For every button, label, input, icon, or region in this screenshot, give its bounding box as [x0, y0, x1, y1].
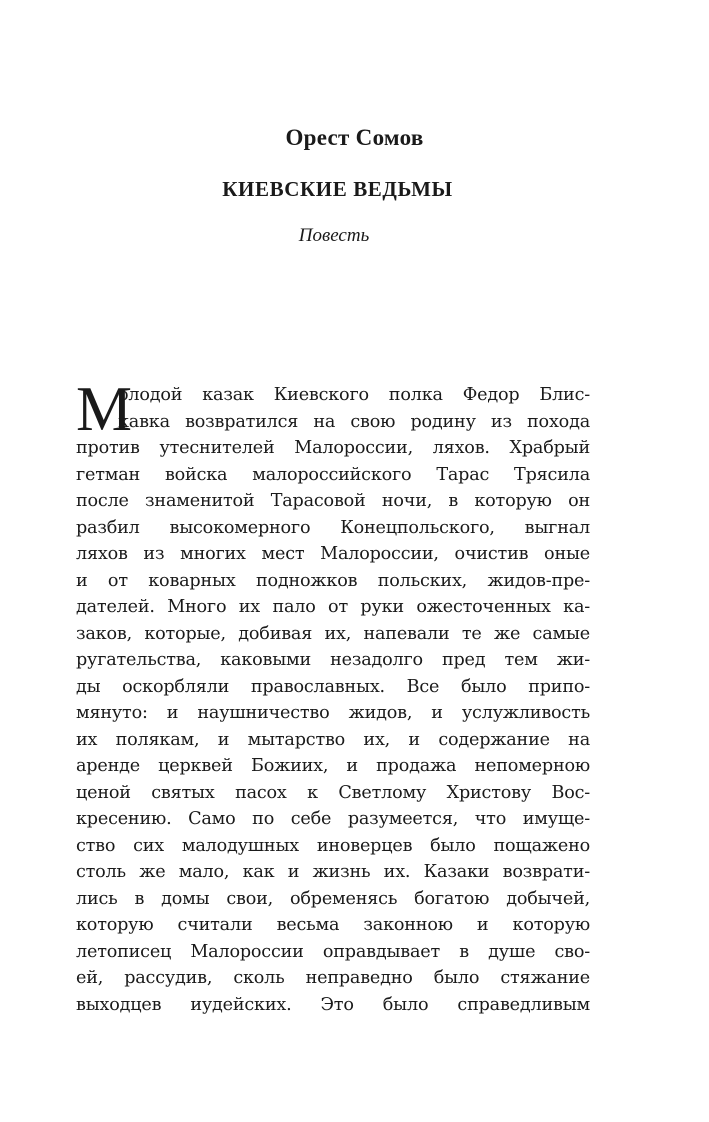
text-line: заков, которые, добивая их, напевали те же самые [76, 623, 590, 644]
text-line: которую считали весьма законною и которую [76, 915, 590, 935]
text-line: летописец Малороссии оправдывает в душе сво- [76, 941, 590, 962]
text-line: столь же мало, как и жизнь их. Казаки возврати- [76, 862, 590, 882]
text-line: кавка возвратился на свою родину из похода [118, 411, 590, 432]
text-line: лись в домы свои, обременясь богатою добычей, [76, 888, 590, 909]
text-line: разбил высокомерного Конецпольского, выгнал [76, 517, 590, 538]
text-line: после знаменитой Тарасовой ночи, в которую он [76, 491, 590, 511]
author-name: Орест Сомов [285, 125, 424, 150]
text-line: гетман войска малороссийского Тарас Трясила [76, 464, 590, 485]
text-line: их полякам, и мытарство их, и содержание на [76, 729, 590, 750]
text-line: мянуто: и наушничество жидов, и услужливость [76, 703, 590, 723]
text-line: ды оскорбляли православных. Все было припо- [76, 676, 590, 697]
body-text [76, 374, 590, 1018]
story-title: КИЕВСКИЕ ВЕДЬМЫ [222, 177, 453, 201]
text-line: ство сих малодушных иноверцев было пощажено [76, 835, 590, 856]
text-line: ей, рассудив, сколь неправедно было стяжание [76, 968, 590, 988]
text-line: ругательства, каковыми незадолго пред тем жи- [76, 650, 590, 670]
text-line: против утеснителей Малороссии, ляхов. Храбрый [76, 438, 590, 458]
text-line: и от коварных подножков польских, жидов-пре- [76, 570, 590, 591]
text-line: выходцев иудейских. Это было справедливым [76, 994, 590, 1015]
text-line: олодой казак Киевского полка Федор Блис- [118, 385, 590, 405]
genre-subtitle: Повесть [298, 225, 370, 246]
drop-cap-letter: М [76, 374, 133, 444]
text-line: кресению. Само по себе разумеется, что имуще- [76, 809, 590, 829]
text-line: ляхов из многих мест Малороссии, очистив оные [76, 544, 590, 564]
text-line: ценой святых пасох к Светлому Христову Вос- [76, 782, 590, 803]
text-line: аренде церквей Божиих, и продажа непомерною [76, 756, 590, 776]
text-line: дателей. Много их пало от руки ожесточенных ка- [76, 597, 590, 617]
